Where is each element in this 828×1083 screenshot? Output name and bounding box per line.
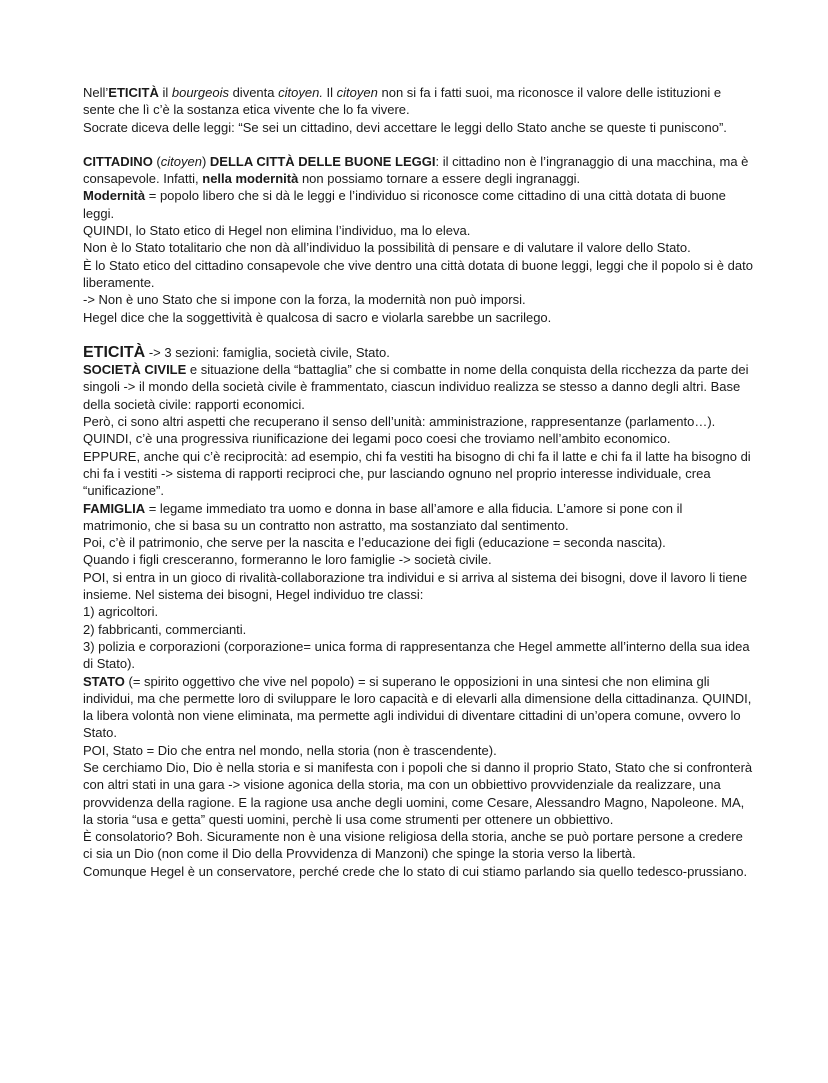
paragraph-famiglia xyxy=(83,500,753,535)
paragraph-totalitario: Non è lo Stato totalitario che non dà all’individuo la possibilità di pensare e di valutare il valore dello Stato. xyxy=(83,240,691,256)
paragraph-dio: POI, Stato = Dio che entra nel mondo, nella storia (non è trascendente). xyxy=(83,742,497,758)
heading-citta: DELLA CITTÀ DELLE BUONE LEGGI xyxy=(209,153,436,169)
paragraph-stato-etico: È lo Stato etico del cittadino consapevole che vive dentro una città dotata di buone leggi, leggi che il popolo si è dato liberamente. xyxy=(83,257,753,290)
text: (= spirito oggettivo che vive nel popolo) = si superano le opposizioni in una sintesi che non elimina gli individui, ma che permette loro di sviluppare le loro capacità e di elevarli alla dimensione della cittadinanza. QUINDI, la libera volontà non viene eliminata, ma permette agli individui di diventare cittadini di un’opera comune, ovvero lo Stato. xyxy=(83,673,752,741)
term-eticita: ETICITÀ xyxy=(108,85,159,100)
heading-eticita: ETICITÀ xyxy=(83,343,146,361)
section-heading-eticita xyxy=(83,344,753,361)
paragraph-soggettivita: Hegel dice che la soggettività è qualcosa di sacro e violarla sarebbe un sacrilego. xyxy=(83,309,552,325)
term-stato: STATO xyxy=(83,673,125,689)
term-citoyen: citoyen. xyxy=(278,85,323,100)
document-page xyxy=(83,84,753,880)
paragraph-storia: Se cerchiamo Dio, Dio è nella storia e si manifesta con i popoli che si danno il proprio Stato, Stato che si confronterà con altri stati in una gara -> visione agonica della storia, ma con un obbiettivo provvidenziale da realizzare, una provvidenza della ragione. E la ragione usa anche degli uomini, come Cesare, Alessandro Magno, Napoleone. MA, la storia “usa e getta” questi uomini, perchè li usa come strumenti per ottenere un obbiettivo. xyxy=(83,759,753,827)
text: : il cittadino non è l’ingranaggio di una macchina, ma è consapevole. Infatti, xyxy=(83,153,749,187)
paragraph-unita: Però, ci sono altri aspetti che recuperano il senso dell’unità: amministrazione, rappresentanze (parlamento…). QUINDI, c’è una progressiva riunificazione dei legami poco coesi che troviamo nell’ambito economico. xyxy=(83,414,716,447)
term-modernita: nella modernità xyxy=(202,171,299,187)
text: il xyxy=(158,85,172,100)
term-modernita: Modernità xyxy=(83,188,146,204)
list-item: 3) polizia e corporazioni (corporazione= unica forma di rappresentanza che Hegel ammette all’interno della sua idea di Stato). xyxy=(83,638,750,672)
paragraph-socrate: Socrate diceva delle leggi: “Se sei un cittadino, devi accettare le leggi dello Stato anche se queste ti puniscono”. xyxy=(83,119,727,135)
paragraph-cittadino xyxy=(83,153,753,188)
text: = popolo libero che si dà le leggi e l’individuo si riconosce come cittadino di una città dotata di buone leggi. xyxy=(83,188,726,221)
term-societa-civile: SOCIETÀ CIVILE xyxy=(83,362,187,378)
paragraph-reciprocita: EPPURE, anche qui c’è reciprocità: ad esempio, chi fa vestiti ha bisogno di chi fa il latte e chi fa il latte ha bisogno di chi fa i vestiti -> sistema di rapporti reciproci che, pur lasciando ognuno nel proprio interesse individuale, crea “unificazione”. xyxy=(83,448,751,499)
heading-cittadino: CITTADINO xyxy=(83,153,153,169)
paragraph-stato xyxy=(83,673,753,742)
paragraph-societa-civile xyxy=(83,361,753,413)
text: ( xyxy=(152,153,161,169)
term-citoyen: citoyen xyxy=(160,153,202,169)
paragraph-modernita xyxy=(83,187,753,222)
paragraph-figli: Quando i figli cresceranno, formeranno le loro famiglie -> società civile. xyxy=(83,552,492,568)
spacer xyxy=(83,326,753,344)
text: ) xyxy=(201,153,210,169)
paragraph-quindi: QUINDI, lo Stato etico di Hegel non elimina l’individuo, ma lo eleva. xyxy=(83,223,471,239)
text: -> 3 sezioni: famiglia, società civile, Stato. xyxy=(145,344,390,360)
text: non possiamo tornare a essere degli ingranaggi. xyxy=(298,171,581,187)
spacer xyxy=(83,136,753,153)
term-citoyen: citoyen xyxy=(336,85,378,100)
paragraph-eticita-intro xyxy=(83,84,753,119)
paragraph-patrimonio: Poi, c’è il patrimonio, che serve per la nascita e l’educazione dei figli (educazione = seconda nascita). xyxy=(83,535,666,551)
paragraph-bisogni: POI, si entra in un gioco di rivalità-collaborazione tra individui e si arriva al sistema dei bisogni, dove il lavoro li tiene insieme. Nel sistema dei bisogni, Hegel individuo tre classi: xyxy=(83,569,748,603)
text: diventa xyxy=(228,85,279,100)
text: non si fa i fatti suoi, ma riconosce il valore delle istituzioni e sente che lì c’è la sostanza etica vivente che lo fa vivere. xyxy=(83,85,722,118)
paragraph-consolatorio: È consolatorio? Boh. Sicuramente non è una visione religiosa della storia, anche se può portare persone a credere ci sia un Dio (non come il Dio della Provvidenza di Manzoni) che spinge la storia verso la libertà. xyxy=(83,829,743,862)
term-famiglia: FAMIGLIA xyxy=(83,500,146,516)
term-bourgeois: bourgeois xyxy=(171,85,229,100)
text: e situazione della “battaglia” che si combatte in nome della conquista della ricchezza da parte dei singoli -> il mondo della società civile è frammentato, ciascun individuo realizza se stesso a danno degli altri. Base della società civile: rapporti economici. xyxy=(83,362,749,412)
list-item: 1) agricoltori. xyxy=(83,604,159,620)
paragraph-conservatore: Comunque Hegel è un conservatore, perché crede che lo stato di cui stiamo parlando sia quello tedesco-prussiano. xyxy=(83,863,748,879)
list-item: 2) fabbricanti, commercianti. xyxy=(83,621,247,637)
paragraph-forza: -> Non è uno Stato che si impone con la forza, la modernità non può imporsi. xyxy=(83,292,526,308)
text: Il xyxy=(322,85,337,100)
text: = legame immediato tra uomo e donna in base all’amore e alla fiducia. L’amore si pone con il matrimonio, che si basa su un contratto non astratto, ma sostanziato dal sentimento. xyxy=(83,500,683,533)
text: Nell’ xyxy=(83,85,109,100)
